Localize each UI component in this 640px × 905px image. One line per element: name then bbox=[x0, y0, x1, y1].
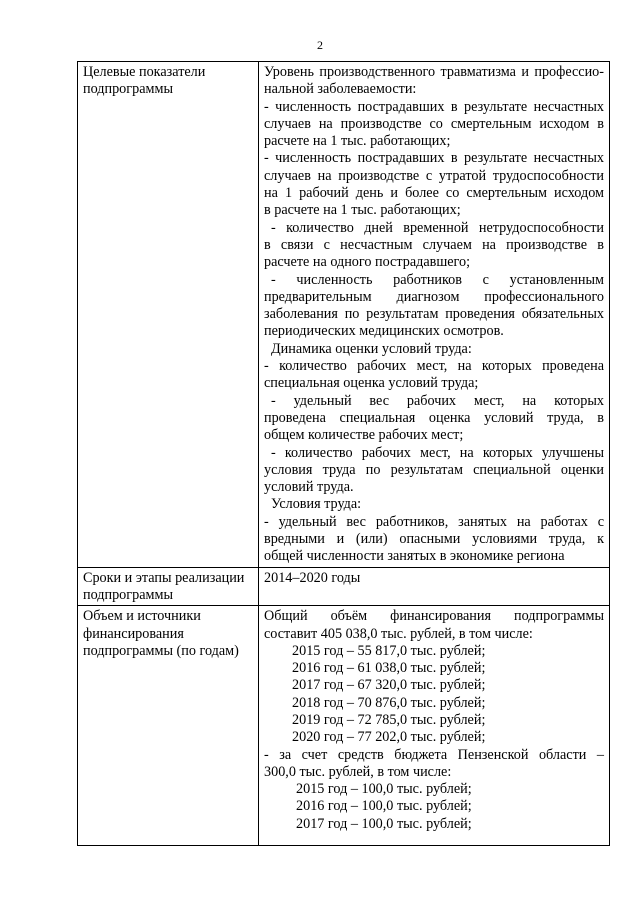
text-line: расчете на 1 тыс. работающих; bbox=[264, 133, 451, 150]
table-row-target-indicators bbox=[78, 62, 610, 568]
text-line: - удельный вес работников, занятых на работах с bbox=[264, 513, 604, 530]
text-line: составит 405 038,0 тыс. рублей, в том числе: bbox=[264, 625, 533, 642]
text-line: - количество дней временной нетрудоспособности bbox=[271, 219, 604, 236]
text-line: на 1 рабочий день и более со смертельным исходом bbox=[264, 185, 604, 202]
text-line: случаев на производстве с утратой трудоспособности bbox=[264, 167, 604, 184]
row-label: Объем и источники финансирования подпрограммы (по годам) bbox=[78, 606, 259, 846]
table-row-timeline bbox=[78, 567, 610, 606]
text-line: проведена специальная оценка условий труда, в bbox=[264, 409, 604, 426]
row-label: Целевые показатели подпрограммы bbox=[78, 62, 259, 568]
text-line: 2014–2020 годы bbox=[264, 569, 361, 586]
text-line: - удельный вес рабочих мест, на которых bbox=[271, 392, 604, 409]
text-line: Уровень производственного травматизма и профессио- bbox=[264, 64, 604, 80]
table-row-financing bbox=[78, 606, 610, 846]
text-line: 2017 год – 67 320,0 тыс. рублей; bbox=[292, 677, 486, 694]
text-line: условий труда. bbox=[264, 479, 354, 496]
text-line: 2015 год – 55 817,0 тыс. рублей; bbox=[292, 642, 486, 659]
text-line: вредными и (или) опасными условиями труда, к bbox=[264, 531, 604, 548]
text-line: 300,0 тыс. рублей, в том числе: bbox=[264, 763, 452, 780]
row-value bbox=[259, 567, 610, 606]
text-line: - численность пострадавших в результате несчастных bbox=[264, 98, 604, 115]
text-line: 2020 год – 77 202,0 тыс. рублей; bbox=[292, 729, 486, 746]
text-line: условия труда по результатам специальной оценки bbox=[264, 461, 604, 478]
text-line: 2016 год – 61 038,0 тыс. рублей; bbox=[292, 660, 486, 677]
text-line: нальной заболеваемости: bbox=[264, 81, 417, 98]
text-line: предварительным диагнозом профессионального bbox=[264, 288, 604, 305]
page-number: 2 bbox=[317, 38, 323, 52]
text-line: - за счет средств бюджета Пензенской области – bbox=[264, 746, 604, 763]
text-line: 2018 год – 70 876,0 тыс. рублей; bbox=[292, 694, 486, 711]
text-line: 2016 год – 100,0 тыс. рублей; bbox=[296, 798, 472, 815]
text-line: в связи с несчастным случаем на производстве в bbox=[264, 236, 604, 253]
text-line: Динамика оценки условий труда: bbox=[271, 340, 472, 357]
text-line: Условия труда: bbox=[271, 496, 362, 513]
text-line: Общий объём финансирования подпрограммы bbox=[264, 608, 604, 625]
text-line: периодических медицинских осмотров. bbox=[264, 323, 504, 340]
row-value bbox=[259, 62, 610, 568]
row-label: Сроки и этапы реализации подпрограммы bbox=[78, 567, 259, 606]
subprogram-passport-table bbox=[77, 61, 610, 846]
text-line: в расчете на 1 тыс. работающих; bbox=[264, 202, 461, 219]
text-line: - количество рабочих мест, на которых проведена bbox=[264, 358, 604, 375]
text-line: специальная оценка условий труда; bbox=[264, 375, 479, 392]
text-line: 2019 год – 72 785,0 тыс. рублей; bbox=[292, 711, 486, 728]
text-line: 2017 год – 100,0 тыс. рублей; bbox=[296, 815, 472, 832]
text-line: общей численности занятых в экономике региона bbox=[264, 548, 565, 565]
text-line: 2015 год – 100,0 тыс. рублей; bbox=[296, 781, 472, 798]
text-line: - численность пострадавших в результате несчастных bbox=[264, 150, 604, 167]
text-line: общем количестве рабочих мест; bbox=[264, 427, 464, 444]
text-line: заболевания по результатам проведения обязательных bbox=[264, 306, 604, 323]
text-line: расчете на одного пострадавшего; bbox=[264, 254, 471, 271]
row-value bbox=[259, 606, 610, 846]
text-line: - численность работников с установленным bbox=[271, 271, 604, 288]
text-line: - количество рабочих мест, на которых улучшены bbox=[271, 444, 604, 461]
text-line: случаев на производстве со смертельным исходом в bbox=[264, 115, 604, 132]
